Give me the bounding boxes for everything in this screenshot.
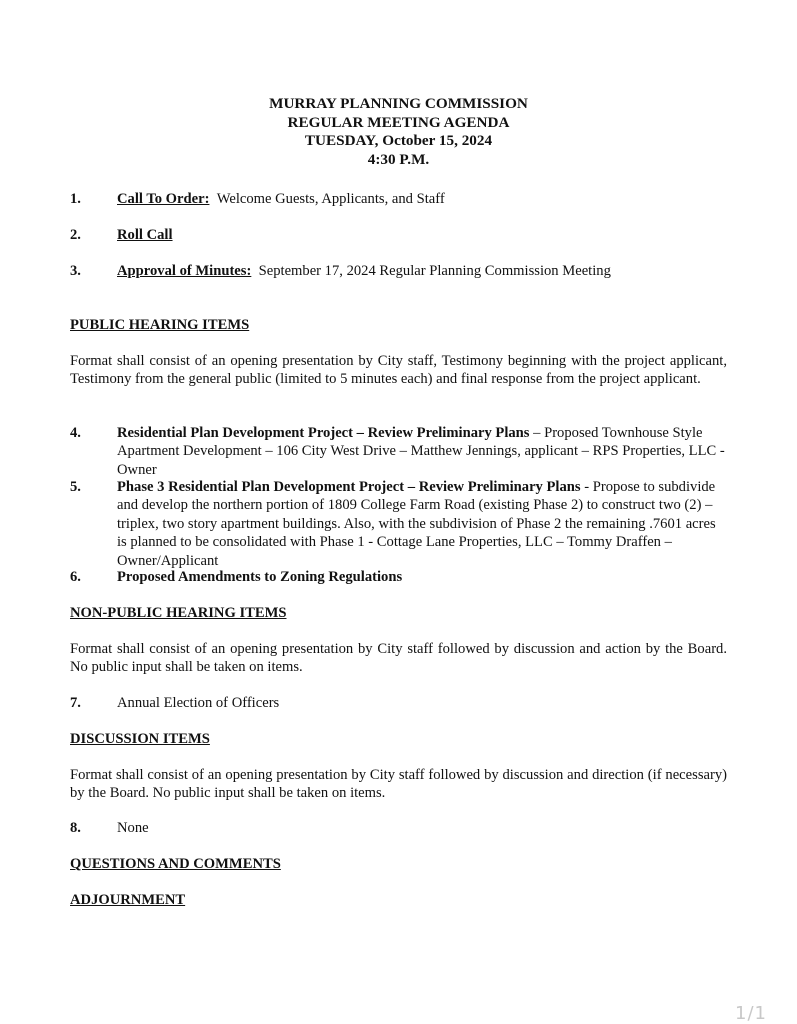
agenda-item-1 (70, 190, 727, 208)
discussion-format: Format shall consist of an opening presentation by City staff followed by discussion and direction (if necessary) by the Board. No public input shall be taken on items. (70, 767, 727, 802)
item-text: Annual Election of Officers (117, 695, 280, 711)
item-text: - Propose to subdivide and develop the northern portion of 1809 College Farm Road (existing Phase 2) to construct two (2) – triplex, two story apartment buildings. Also, with the subdivision of Phase 2 the remaining .7601 acres is planned to be consolidated with Phase 1 - Cottage Lane Properties, LLC – Tommy Draffen – Owner/Applicant (117, 479, 716, 569)
header-commission: MURRAY PLANNING COMMISSION (269, 95, 528, 112)
item-text: Welcome Guests, Applicants, and Staff (216, 191, 445, 207)
non-public-hearing-format: Format shall consist of an opening presentation by City staff followed by discussion and action by the Board. No public input shall be taken on items. (70, 641, 727, 676)
item-number: 3. (70, 263, 81, 279)
item-title: Call To Order: (117, 191, 210, 207)
agenda-item-2 (70, 226, 727, 244)
agenda-item-6 (70, 568, 727, 586)
item-title: Approval of Minutes: (117, 263, 252, 279)
item-number: 4. (70, 425, 81, 441)
section-heading-non-public-hearing: NON-PUBLIC HEARING ITEMS (70, 605, 287, 621)
item-text: None (117, 820, 149, 836)
item-number: 2. (70, 227, 81, 243)
item-title: Proposed Amendments to Zoning Regulations (117, 569, 403, 585)
agenda-item-4 (70, 424, 727, 479)
item-number: 5. (70, 479, 81, 495)
agenda-item-8 (70, 819, 727, 837)
item-text: – Proposed Townhouse Style Apartment Development – 106 City West Drive – Matthew Jennings, applicant – RPS Properties, LLC - Owner (117, 425, 725, 478)
agenda-header (0, 95, 797, 169)
page-indicator: 1/1 (735, 1003, 767, 1024)
section-heading-questions: QUESTIONS AND COMMENTS (70, 856, 281, 872)
agenda-item-7 (70, 694, 727, 712)
agenda-item-3 (70, 262, 727, 280)
item-text: September 17, 2024 Regular Planning Commission Meeting (258, 263, 611, 279)
header-date: TUESDAY, October 15, 2024 (304, 132, 493, 149)
public-hearing-format: Format shall consist of an opening presentation by City staff, Testimony beginning with the project applicant, Testimony from the general public (limited to 5 minutes each) and final response from the project applicant. (70, 353, 727, 388)
section-heading-adjournment: ADJOURNMENT (70, 892, 186, 908)
item-number: 1. (70, 191, 81, 207)
header-meeting-type: REGULAR MEETING AGENDA (287, 113, 510, 131)
header-time: 4:30 P.M. (367, 150, 430, 168)
item-title: Roll Call (117, 227, 173, 243)
item-title: Phase 3 Residential Plan Development Project – Review Preliminary Plans (117, 479, 581, 495)
section-heading-discussion: DISCUSSION ITEMS (70, 731, 210, 747)
section-heading-public-hearing: PUBLIC HEARING ITEMS (70, 317, 250, 333)
item-number: 6. (70, 569, 81, 585)
item-number: 8. (70, 820, 81, 836)
item-title: Residential Plan Development Project – Review Preliminary Plans (117, 425, 530, 441)
item-number: 7. (70, 695, 81, 711)
agenda-item-5 (70, 478, 727, 570)
